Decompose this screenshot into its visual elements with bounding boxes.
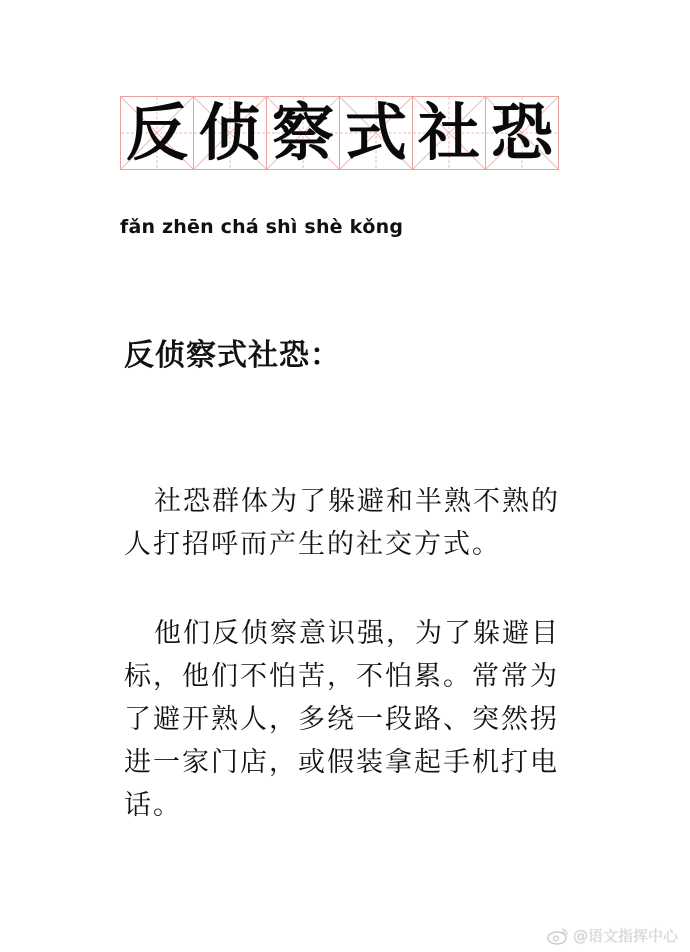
title-grid-cell: [266, 96, 340, 170]
title-character: 式: [344, 96, 407, 169]
weibo-logo-icon: [547, 927, 569, 945]
pinyin: fǎn zhēn chá shì shè kǒng: [120, 216, 404, 238]
title-grid-cell: [412, 96, 486, 170]
watermark: [547, 925, 678, 946]
title-grid-cell: [193, 96, 267, 170]
title-grid: [120, 96, 558, 170]
title-grid-cell: [485, 96, 559, 170]
title-character: 反: [125, 96, 188, 169]
heading: 反侦察式社恐：: [124, 338, 341, 373]
paragraph-description: 他们反侦察意识强，为了躲避目标，他们不怕苦，不怕累。常常为了避开熟人，多绕一段路、突然拐进一家门店，或假装拿起手机打电话。: [124, 618, 560, 821]
title-grid-cell: [120, 96, 194, 170]
title-character: 察: [271, 96, 334, 169]
watermark-text: @语文指挥中心: [572, 927, 678, 945]
paragraph-definition: 社恐群体为了躲避和半熟不熟的人打招呼而产生的社交方式。: [124, 486, 560, 560]
title-character: 社: [417, 96, 480, 169]
title-character: 恐: [490, 96, 553, 169]
title-character: 侦: [198, 96, 261, 169]
title-grid-cell: [339, 96, 413, 170]
